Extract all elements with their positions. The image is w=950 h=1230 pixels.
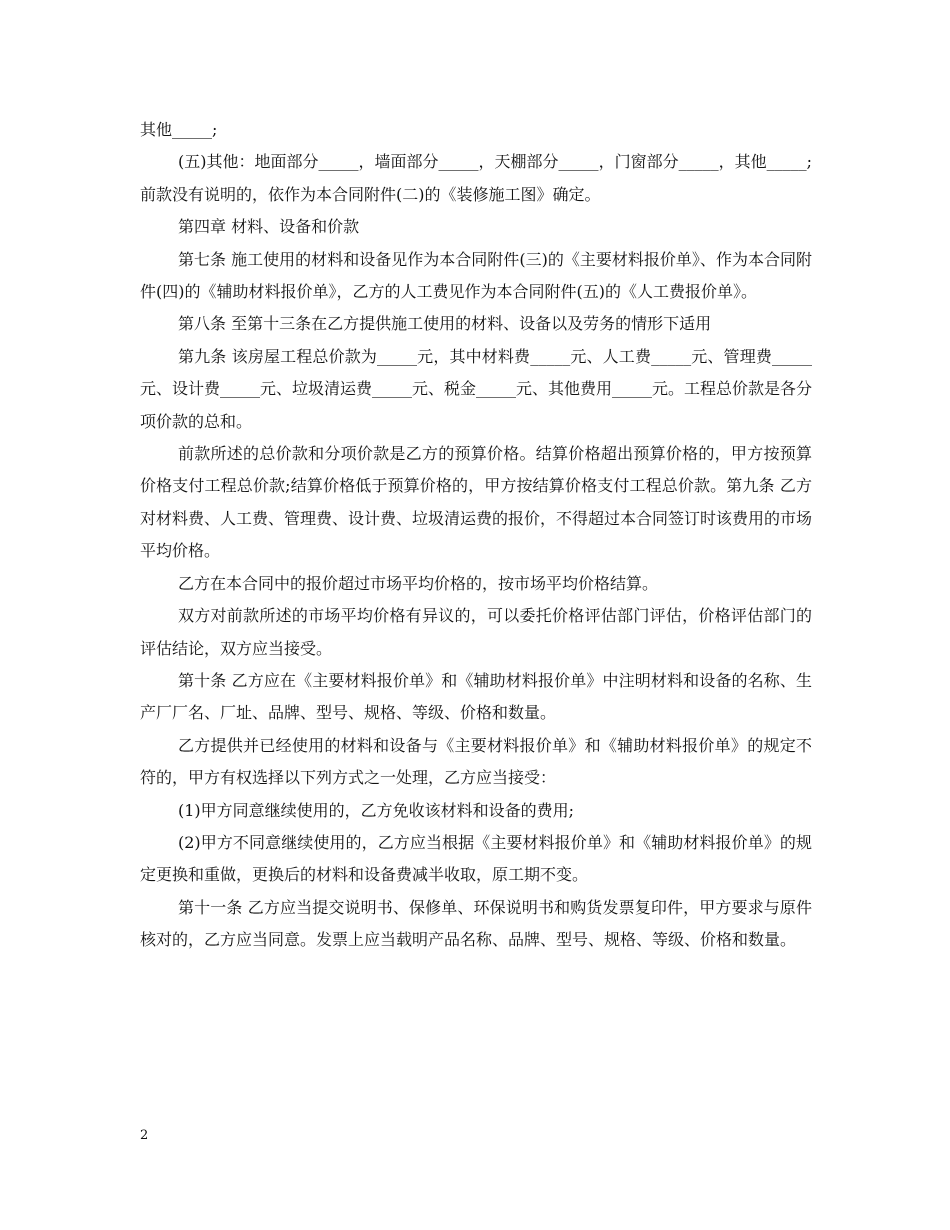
paragraph: 第八条 至第十三条在乙方提供施工使用的材料、设备以及劳务的情形下适用 bbox=[178, 314, 712, 334]
paragraph: 乙方在本合同中的报价超过市场平均价格的，按市场平均价格结算。 bbox=[178, 573, 659, 593]
paragraph: 其他_____; bbox=[140, 120, 218, 139]
paragraph: 前款所述的总价款和分项价款是乙方的预算价格。结算价格超出预算价格的，甲方按预算价格支付工程总价款;结算价格低于预算价格的，甲方按结算价格支付工程总价款。第九条 乙方对材料费、人工费、管理费、设计费、垃圾清运费的报价，不得超过本合同签订时该费用的市场平均价格。 bbox=[140, 444, 813, 561]
chapter-heading: 第四章 材料、设备和价款 bbox=[178, 217, 360, 237]
paragraph: 第十一条 乙方应当提交说明书、保修单、环保说明书和购货发票复印件，甲方要求与原件核对的，乙方应当同意。发票上应当载明产品名称、品牌、型号、规格、等级、价格和数量。 bbox=[140, 897, 812, 950]
page-number: 2 bbox=[140, 1128, 149, 1143]
paragraph: (五)其他：地面部分_____，墙面部分_____，天棚部分_____，门窗部分_____，其他_____;前款没有说明的，依作为本合同附件(二)的《装修施工图》确定。 bbox=[140, 152, 812, 204]
paragraph: 双方对前款所述的市场平均价格有异议的，可以委托价格评估部门评估，价格评估部门的评估结论，双方应当接受。 bbox=[140, 606, 812, 658]
document-body bbox=[140, 114, 812, 957]
paragraph: 第七条 施工使用的材料和设备见作为本合同附件(三)的《主要材料报价单》、作为本合同附件(四)的《辅助材料报价单》，乙方的人工费见作为本合同附件(五)的《人工费报价单》。 bbox=[140, 249, 812, 302]
list-item: (1)甲方同意继续使用的，乙方免收该材料和设备的费用; bbox=[178, 800, 575, 820]
paragraph: 第九条 该房屋工程总价款为_____元，其中材料费_____元、人工费_____元、管理费_____元、设计费_____元、垃圾清运费_____元、税金_____元、其他费用_____元。工程总价款是各分项价款的总和。 bbox=[140, 346, 813, 431]
list-item: (2)甲方不同意继续使用的，乙方应当根据《主要材料报价单》和《辅助材料报价单》的规定更换和重做，更换后的材料和设备费减半收取，原工期不变。 bbox=[140, 832, 812, 885]
paragraph: 第十条 乙方应在《主要材料报价单》和《辅助材料报价单》中注明材料和设备的名称、生产厂厂名、厂址、品牌、型号、规格、等级、价格和数量。 bbox=[140, 670, 812, 723]
paragraph: 乙方提供并已经使用的材料和设备与《主要材料报价单》和《辅助材料报价单》的规定不符的，甲方有权选择以下列方式之一处理，乙方应当接受： bbox=[140, 735, 812, 788]
